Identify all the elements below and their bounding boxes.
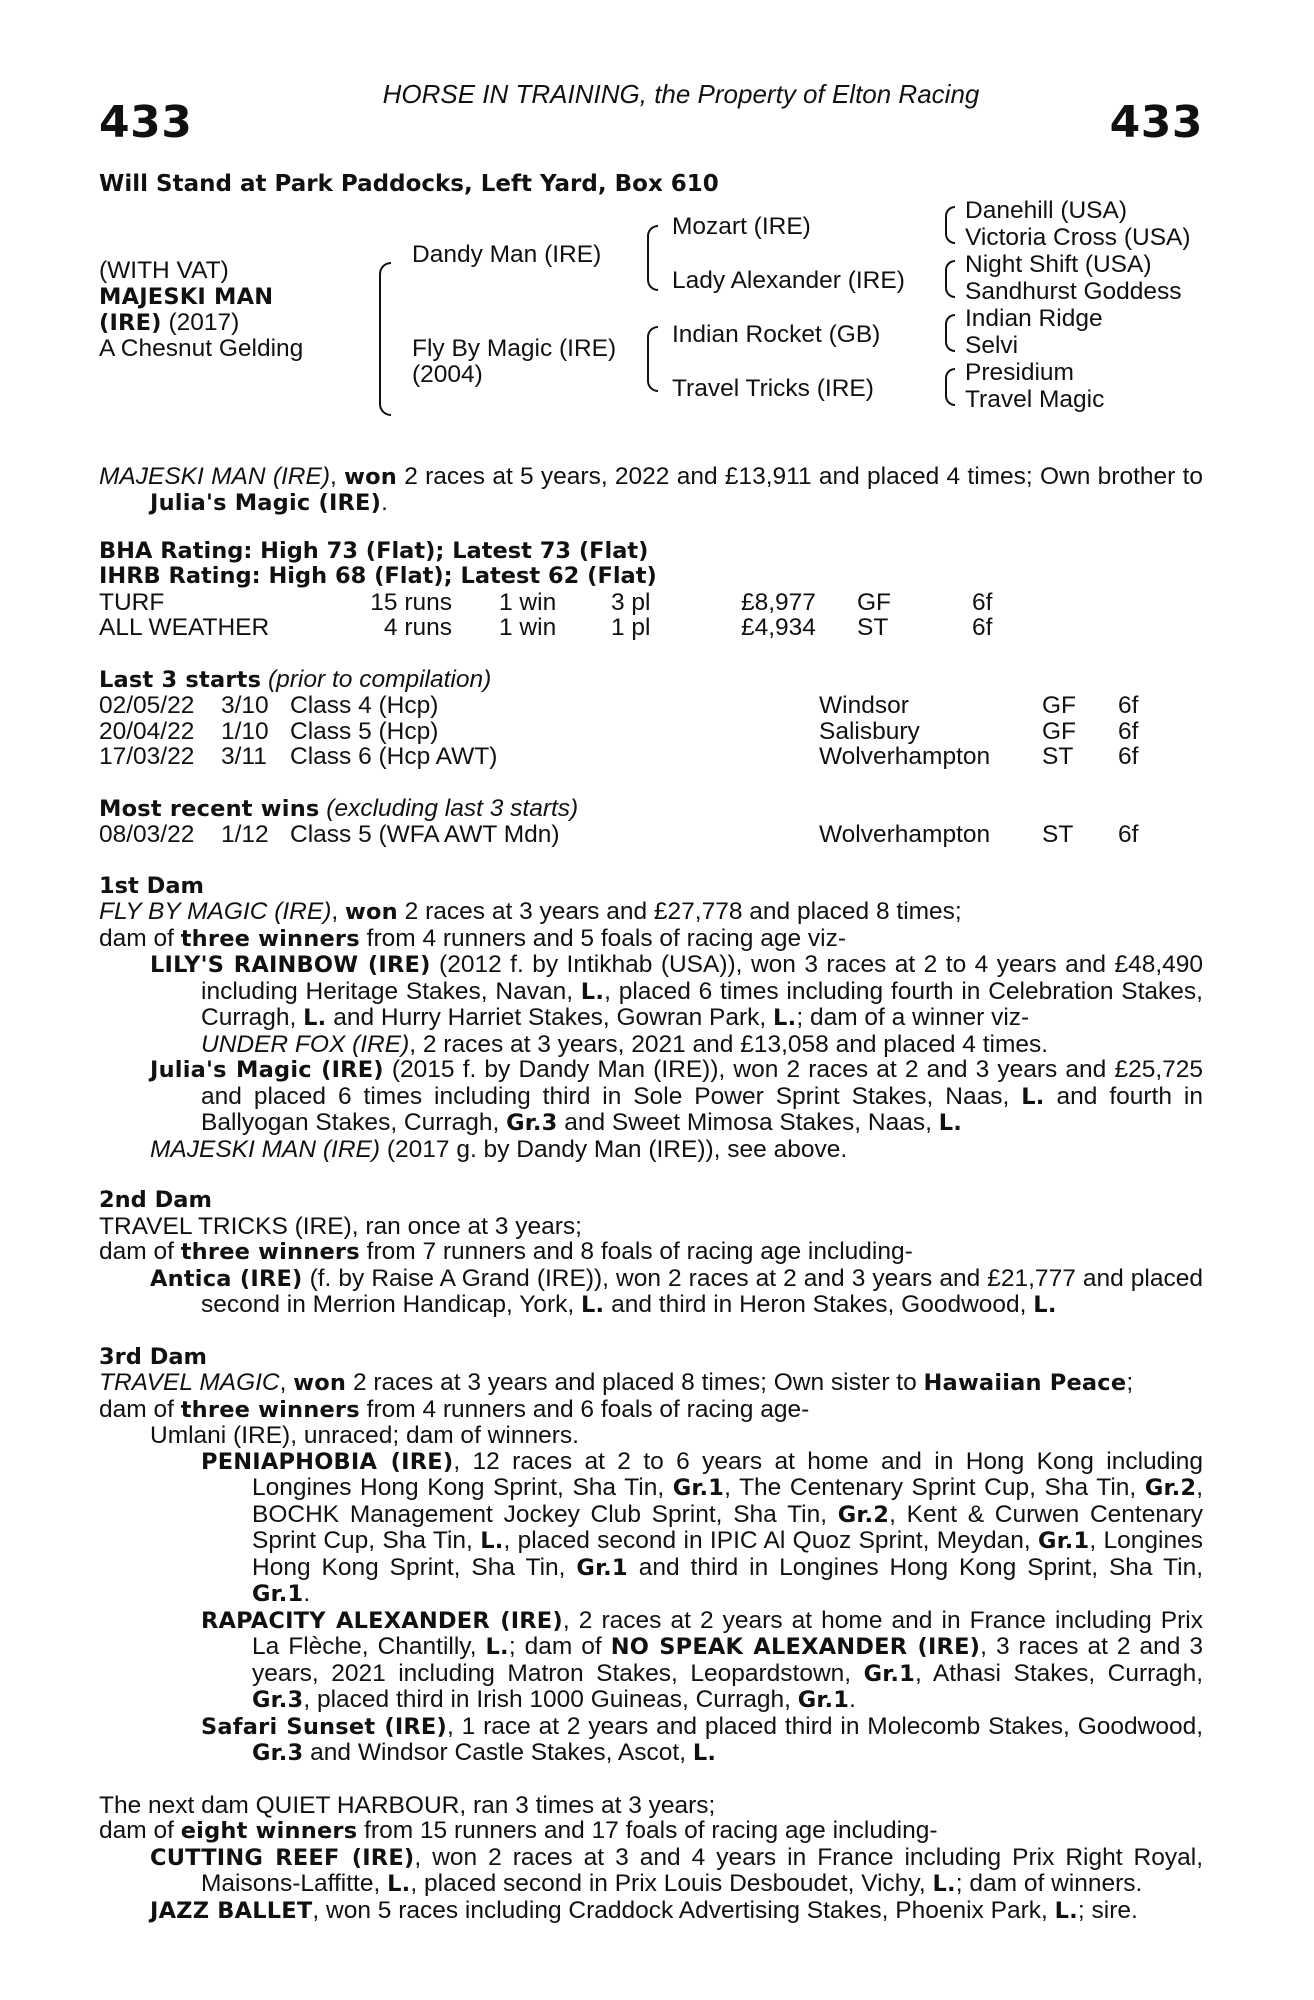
sire-sire: Mozart (IRE)	[672, 212, 811, 240]
first-dam-produce: dam of three winners from 4 runners and 5 foals of racing age viz-	[99, 924, 846, 952]
gen3-5: Indian Ridge	[965, 304, 1103, 332]
ratings-row-all-weather: ALL WEATHER 4 runs 1 win 1 pl £4,934 ST 6f	[99, 614, 993, 641]
brace-g3-1	[945, 206, 955, 244]
brace-dam	[647, 326, 658, 392]
produce-peniaphobia: PENIAPHOBIA (IRE), 12 races at 2 to 6 years at home and in Hong Kong including Longines Hong Kong Sprint, Sha Tin, Gr.1, The Centenary Sprint Cup, Sha Tin, Gr.2, BOCHK Management Jockey Club Sprint, Sha Tin, Gr.2, Kent & Curwen Centenary Sprint Cup, Sha Tin, L., placed second in IPIC Al Quoz Sprint, Meydan, Gr.1, Longines Hong Kong Sprint, Sha Tin, Gr.1 and third in Longines Hong Kong Sprint, Sha Tin, Gr.1.	[201, 1447, 1204, 1607]
start-row: 02/05/22 3/10 Class 4 (Hcp) Windsor GF 6f	[99, 692, 1139, 719]
next-dam-produce: dam of eight winners from 15 runners and 17 foals of racing age including-	[99, 1817, 938, 1844]
gen3-2: Victoria Cross (USA)	[965, 223, 1191, 251]
brace-g3-4	[945, 368, 955, 406]
first-dam-line: FLY BY MAGIC (IRE), won 2 races at 3 years and £27,778 and placed 8 times;	[99, 898, 962, 925]
produce-majeski-man: MAJESKI MAN (IRE) (2017 g. by Dandy Man (IRE)), see above.	[150, 1135, 848, 1163]
third-dam-produce: dam of three winners from 4 runners and 6 foals of racing age-	[99, 1395, 810, 1423]
last-starts-heading: Last 3 starts (prior to compilation)	[99, 665, 492, 693]
recent-wins	[99, 796, 1203, 848]
ihrb-rating: IHRB Rating: High 68 (Flat); Latest 62 (Flat)	[99, 563, 657, 589]
third-dam-section	[99, 1345, 1203, 1767]
first-dam-heading: 1st Dam	[99, 872, 204, 899]
third-dam-heading: 3rd Dam	[99, 1343, 207, 1370]
last-starts	[99, 667, 1203, 770]
second-dam-section	[99, 1188, 1203, 1319]
lot-number-left: 433	[99, 97, 193, 148]
brace-sire	[647, 225, 658, 291]
second-dam-line: TRAVEL TRICKS (IRE), ran once at 3 years;	[99, 1212, 582, 1240]
bha-rating: BHA Rating: High 73 (Flat); Latest 73 (Flat)	[99, 537, 649, 564]
produce-antica: Antica (IRE) (f. by Raise A Grand (IRE)), won 2 races at 2 and 3 years and £21,777 and placed second in Merrion Handicap, York, L. and third in Heron Stakes, Goodwood, L.	[150, 1264, 1203, 1318]
dam-dam: Travel Tricks (IRE)	[672, 374, 874, 402]
vat-note: (WITH VAT)	[99, 256, 229, 284]
second-dam-heading: 2nd Dam	[99, 1187, 212, 1213]
lot-number-right: 433	[1109, 97, 1203, 148]
gen3-7: Presidium	[965, 358, 1074, 386]
lot-row	[99, 97, 1203, 168]
second-dam-produce: dam of three winners from 7 runners and 8 foals of racing age including-	[99, 1238, 913, 1265]
horse-description: A Chesnut Gelding	[99, 334, 304, 362]
gen3-3: Night Shift (USA)	[965, 250, 1152, 278]
sire: Dandy Man (IRE)	[412, 240, 602, 268]
produce-lilys-rainbow: LILY'S RAINBOW (IRE) (2012 f. by Intikhab (USA)), won 3 races at 2 to 4 years and £48,490 including Heritage Stakes, Navan, L., placed 6 times including fourth in Celebration Stakes, Curragh, L. and Hurry Harriet Stakes, Gowran Park, L.; dam of a winner viz-	[150, 951, 1204, 1031]
gen3-8: Travel Magic	[965, 385, 1105, 413]
produce-under-fox: UNDER FOX (IRE), 2 races at 3 years, 2021 and £13,058 and placed 4 times.	[201, 1030, 1049, 1058]
pedigree-table	[99, 198, 1203, 446]
first-dam-section	[99, 874, 1203, 1163]
next-dam-line: The next dam QUIET HARBOUR, ran 3 times at 3 years;	[99, 1791, 716, 1819]
horse-name: MAJESKI MAN	[99, 283, 274, 310]
brace-gen1	[379, 262, 391, 416]
brace-g3-3	[945, 314, 955, 352]
produce-safari-sunset: Safari Sunset (IRE), 1 race at 2 years and placed third in Molecomb Stakes, Goodwood, Gr.3 and Windsor Castle Stakes, Ascot, L.	[201, 1712, 1204, 1766]
start-row: 17/03/22 3/11 Class 6 (Hcp AWT) Wolverhampton ST 6f	[99, 743, 1139, 770]
gen3-4: Sandhurst Goddess	[965, 277, 1182, 305]
produce-umlani: Umlani (IRE), unraced; dam of winners.	[150, 1422, 579, 1449]
gen3-1: Danehill (USA)	[965, 196, 1128, 224]
horse-name-line2: (IRE) (2017)	[99, 308, 240, 336]
brace-g3-2	[945, 260, 955, 298]
gen3-6: Selvi	[965, 331, 1019, 359]
next-dam-section	[99, 1793, 1203, 1925]
catalogue-page	[99, 79, 1204, 1924]
recent-wins-heading: Most recent wins (excluding last 3 starts)	[99, 794, 579, 822]
dam-year: (2004)	[412, 360, 483, 388]
ratings-block	[99, 539, 1203, 641]
horse-summary: MAJESKI MAN (IRE), won 2 races at 5 years, 2022 and £13,911 and placed 4 times; Own brother to Julia's Magic (IRE).	[99, 462, 1203, 516]
produce-rapacity-alexander: RAPACITY ALEXANDER (IRE), 2 races at 2 years at home and in France including Prix La Flèche, Chantilly, L.; dam of NO SPEAK ALEXANDER (IRE), 3 races at 2 and 3 years, 2021 including Matron Stakes, Leopardstown, Gr.1, Athasi Stakes, Curragh, Gr.3, placed third in Irish 1000 Guineas, Curragh, Gr.1.	[201, 1606, 1203, 1713]
page-header-title: HORSE IN TRAINING, the Property of Elton Racing	[382, 79, 980, 109]
dam-sire: Indian Rocket (GB)	[672, 320, 881, 348]
ratings-row-turf: TURF 15 runs 1 win 3 pl £8,977 GF 6f	[99, 588, 993, 616]
stand-location: Will Stand at Park Paddocks, Left Yard, Box 610	[99, 171, 719, 197]
produce-jazz-ballet: JAZZ BALLET, won 5 races including Craddock Advertising Stakes, Phoenix Park, L.; sire.	[150, 1896, 1138, 1924]
third-dam-line: TRAVEL MAGIC, won 2 races at 3 years and placed 8 times; Own sister to Hawaiian Peace;	[99, 1369, 1134, 1396]
start-row: 20/04/22 1/10 Class 5 (Hcp) Salisbury GF 6f	[99, 717, 1139, 745]
produce-julias-magic: Julia's Magic (IRE) (2015 f. by Dandy Man (IRE)), won 2 races at 2 and 3 years and £25,725 and placed 6 times including third in Sole Power Sprint Stakes, Naas, L. and fourth in Ballyogan Stakes, Curragh, Gr.3 and Sweet Mimosa Stakes, Naas, L.	[150, 1056, 1204, 1136]
dam: Fly By Magic (IRE)	[412, 334, 617, 362]
produce-cutting-reef: CUTTING REEF (IRE), won 2 races at 3 and 4 years in France including Prix Right Royal, Maisons-Laffitte, L., placed second in Prix Louis Desboudet, Vichy, L.; dam of winners.	[150, 1843, 1203, 1897]
win-row: 08/03/22 1/12 Class 5 (WFA AWT Mdn) Wolverhampton ST 6f	[99, 821, 1139, 848]
sire-dam: Lady Alexander (IRE)	[672, 266, 905, 294]
